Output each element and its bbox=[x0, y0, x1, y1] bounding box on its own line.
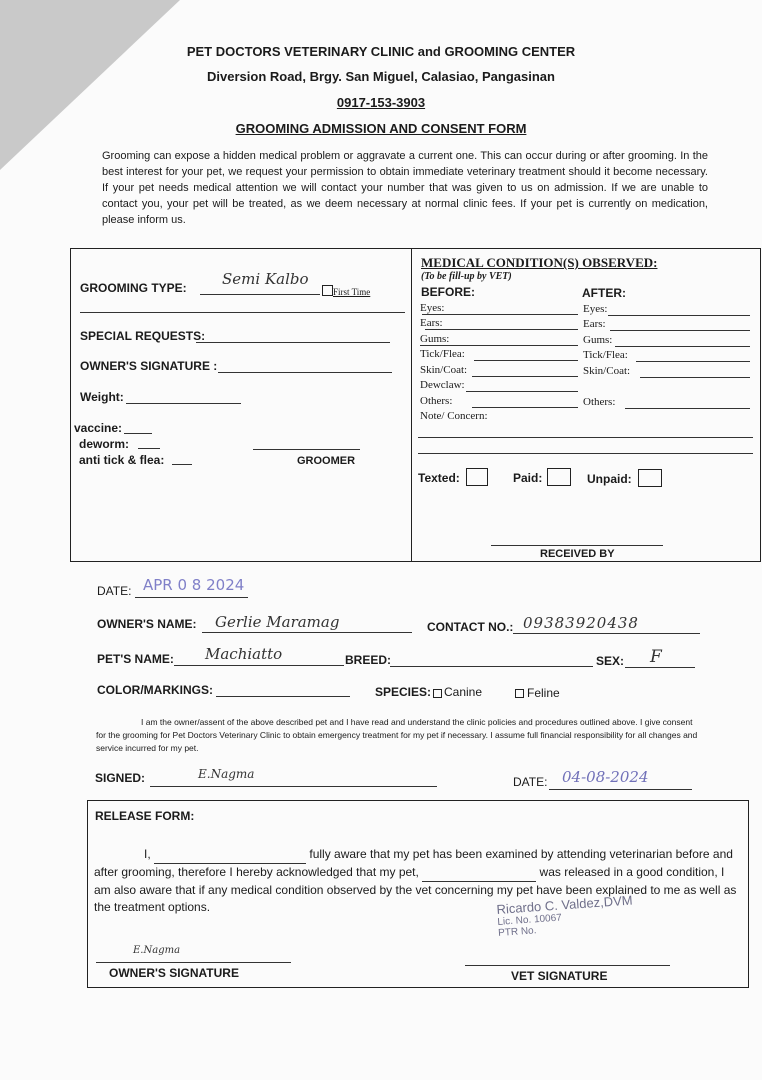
after-item-line[interactable] bbox=[640, 377, 750, 378]
page-fold-shadow bbox=[0, 0, 180, 170]
vet-name: Ricardo C. Valdez,DVM bbox=[496, 892, 634, 917]
release-text-1: I, bbox=[144, 847, 151, 861]
owner-name-value[interactable]: Gerlie Maramag bbox=[215, 613, 340, 631]
pet-name-value[interactable]: Machiatto bbox=[205, 645, 283, 663]
pet-name-line bbox=[174, 665, 344, 666]
release-text-3: was released in a good condition, I am also aware that if any medical condition observed by the vet concerning my pet have been explained to me as well as the treatment options. bbox=[94, 865, 737, 914]
first-time-label: First Time bbox=[333, 287, 371, 297]
texted-label: Texted: bbox=[418, 471, 460, 485]
weight-line[interactable] bbox=[126, 403, 241, 404]
release-owner-signature-line bbox=[96, 962, 291, 963]
note-line-1[interactable] bbox=[418, 437, 753, 438]
release-pet-line[interactable] bbox=[422, 864, 536, 882]
note-label: Note/ Concern: bbox=[420, 410, 488, 422]
owner-name-label: OWNER'S NAME: bbox=[97, 617, 197, 631]
contact-line bbox=[513, 633, 700, 634]
sex-label: SEX: bbox=[596, 654, 625, 668]
before-item: Gums: bbox=[420, 333, 450, 345]
before-item-line[interactable] bbox=[420, 345, 578, 346]
owner-signature-label: OWNER'S SIGNATURE : bbox=[80, 359, 218, 373]
intro-paragraph: Grooming can expose a hidden medical problem or aggravate a current one. This can occur during or after grooming. In the best interest for your pet, we request your permission to obtain immediate veterinary treatment should it become necessary. If your pet needs medical attention we will contact your number that was given to us on admission. If we are unable to contact you, your pet will be treated, as we deem necessary at normal clinic fees. If your pet is currently on medication, please inform us. bbox=[102, 150, 708, 226]
before-label: BEFORE: bbox=[421, 285, 475, 299]
owner-name-line bbox=[202, 632, 412, 633]
signed-value[interactable]: E.Nagma bbox=[198, 767, 255, 781]
after-item: Tick/Flea: bbox=[583, 349, 628, 361]
signed-date-value[interactable]: 04-08-2024 bbox=[562, 768, 649, 786]
after-item-line[interactable] bbox=[625, 408, 750, 409]
before-item-line[interactable] bbox=[472, 407, 578, 408]
consent-paragraph: I am the owner/assent of the above described pet and I have read and understand the clinic policies and procedures outlined above. I give consent for the grooming for Pet Doctors Veterinary Clinic to obtain emergency treatment for my pet if necessary. I assume full financial responsibility for all changes and service incurred for my pet. bbox=[96, 717, 698, 753]
release-paragraph bbox=[94, 846, 744, 916]
signed-date-label: DATE: bbox=[513, 775, 548, 789]
color-label: COLOR/MARKINGS: bbox=[97, 683, 213, 697]
grooming-type-line bbox=[200, 294, 320, 295]
paid-label: Paid: bbox=[513, 471, 543, 485]
form-title: GROOMING ADMISSION AND CONSENT FORM bbox=[235, 121, 527, 136]
groomer-line[interactable] bbox=[253, 449, 360, 450]
vet-lic: Lic. No. 10067 bbox=[497, 912, 563, 928]
signed-label: SIGNED: bbox=[95, 771, 146, 785]
release-text-2: fully aware that my pet has been examined by attending veterinarian before and after grooming, therefore I hereby acknowledged that my pet, bbox=[94, 847, 733, 879]
paid-checkbox[interactable] bbox=[547, 468, 571, 486]
special-requests-line[interactable] bbox=[196, 342, 390, 343]
received-by-line[interactable] bbox=[491, 545, 663, 546]
received-by-label: RECEIVED BY bbox=[540, 548, 615, 560]
vet-signature-label: VET SIGNATURE bbox=[511, 969, 608, 983]
special-requests-label: SPECIAL REQUESTS: bbox=[80, 329, 206, 343]
antitick-label: anti tick & flea: bbox=[79, 453, 165, 467]
vaccine-label: vaccine: bbox=[74, 421, 123, 435]
vet-ptr: PTR No. bbox=[497, 925, 537, 939]
sex-value[interactable]: F bbox=[650, 647, 662, 667]
unpaid-checkbox[interactable] bbox=[638, 469, 662, 487]
clinic-address: Diversion Road, Brgy. San Miguel, Calasiao, Pangasinan bbox=[207, 69, 555, 84]
after-item-line[interactable] bbox=[615, 346, 750, 347]
before-item: Skin/Coat: bbox=[420, 364, 468, 376]
release-name-line[interactable] bbox=[154, 846, 306, 864]
breed-line[interactable] bbox=[390, 666, 593, 667]
sex-line bbox=[625, 667, 695, 668]
vaccine-line[interactable] bbox=[124, 433, 152, 434]
date-line bbox=[135, 597, 248, 598]
before-item-line[interactable] bbox=[422, 314, 578, 315]
before-item: Others: bbox=[420, 395, 453, 407]
before-item: Ears: bbox=[420, 317, 443, 329]
color-line[interactable] bbox=[216, 696, 350, 697]
deworm-line[interactable] bbox=[138, 448, 160, 449]
after-item: Others: bbox=[583, 396, 616, 408]
breed-label: BREED: bbox=[345, 653, 392, 667]
release-owner-signature-label: OWNER'S SIGNATURE bbox=[109, 966, 239, 980]
after-item-line[interactable] bbox=[636, 361, 750, 362]
release-title: RELEASE FORM: bbox=[95, 809, 195, 823]
date-stamp[interactable]: APR 0 8 2024 bbox=[143, 576, 245, 594]
contact-value[interactable]: 09383920438 bbox=[523, 614, 639, 632]
feline-checkbox[interactable] bbox=[515, 689, 524, 698]
vet-signature-line[interactable] bbox=[465, 965, 670, 966]
texted-checkbox[interactable] bbox=[466, 468, 488, 486]
release-owner-signature-value[interactable]: E.Nagma bbox=[133, 945, 181, 956]
grooming-type-value[interactable]: Semi Kalbo bbox=[222, 270, 309, 288]
date-label: DATE: bbox=[97, 584, 132, 598]
after-item: Skin/Coat: bbox=[583, 365, 631, 377]
species-label: SPECIES: bbox=[375, 685, 432, 699]
signed-line bbox=[150, 786, 437, 787]
after-item-line[interactable] bbox=[610, 330, 750, 331]
grooming-type-line-2 bbox=[80, 312, 405, 313]
owner-signature-line[interactable] bbox=[218, 372, 392, 373]
deworm-label: deworm: bbox=[79, 437, 130, 451]
clinic-phone: 0917-153-3903 bbox=[336, 95, 426, 110]
signed-date-line bbox=[549, 789, 692, 790]
canine-label: Canine bbox=[444, 685, 483, 699]
before-item-line[interactable] bbox=[474, 360, 578, 361]
note-line-2[interactable] bbox=[418, 453, 753, 454]
before-item-line[interactable] bbox=[466, 391, 578, 392]
after-label: AFTER: bbox=[582, 286, 626, 300]
antitick-line[interactable] bbox=[172, 464, 192, 465]
pet-name-label: PET'S NAME: bbox=[97, 652, 174, 666]
contact-label: CONTACT NO.: bbox=[427, 620, 514, 634]
first-time-checkbox[interactable] bbox=[322, 285, 333, 296]
clinic-name: PET DOCTORS VETERINARY CLINIC and GROOMING CENTER bbox=[186, 44, 576, 59]
grooming-type-label: GROOMING TYPE: bbox=[80, 281, 187, 295]
feline-label: Feline bbox=[527, 686, 560, 700]
before-item-line[interactable] bbox=[472, 376, 578, 377]
after-item: Gums: bbox=[583, 334, 613, 346]
before-item: Tick/Flea: bbox=[420, 348, 465, 360]
after-item: Ears: bbox=[583, 318, 606, 330]
weight-label: Weight: bbox=[80, 390, 124, 404]
medical-title: MEDICAL CONDITION(S) OBSERVED: bbox=[421, 255, 658, 270]
before-item-line[interactable] bbox=[425, 329, 578, 330]
medical-subtitle: (To be fill-up by VET) bbox=[421, 271, 512, 282]
before-item: Dewclaw: bbox=[420, 379, 465, 391]
before-item: Eyes: bbox=[420, 302, 445, 314]
groomer-label: GROOMER bbox=[297, 455, 356, 467]
after-item-line[interactable] bbox=[608, 315, 750, 316]
after-item: Eyes: bbox=[583, 303, 608, 315]
canine-checkbox[interactable] bbox=[433, 689, 442, 698]
unpaid-label: Unpaid: bbox=[587, 472, 632, 486]
